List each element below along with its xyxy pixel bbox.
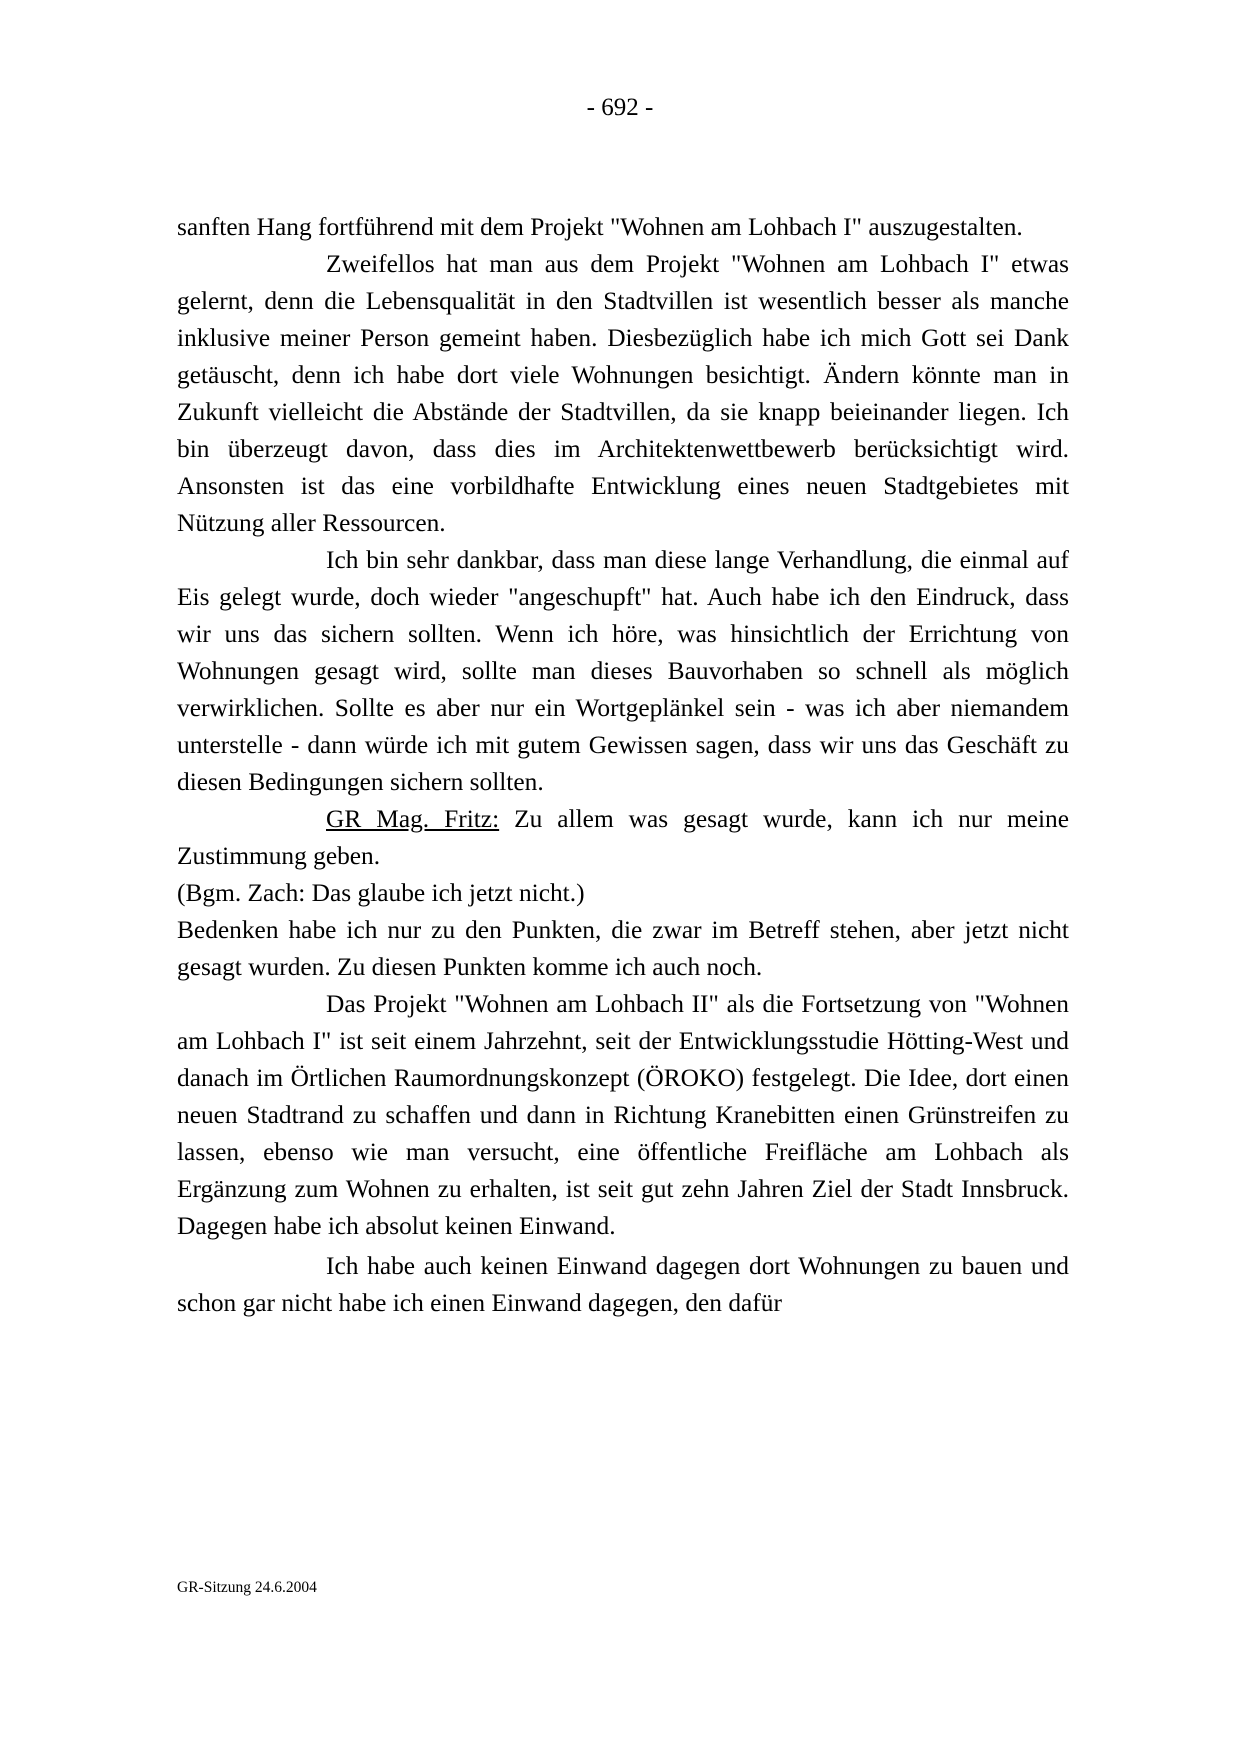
- page-number: - 692 -: [586, 94, 654, 121]
- document-body: [177, 209, 1069, 1322]
- paragraph: Bedenken habe ich nur zu den Punkten, die zwar im Betreff stehen, aber jetzt nicht gesagt wurden. Zu diesen Punkten komme ich auch noch.: [177, 916, 1069, 981]
- paragraph: Ich bin sehr dankbar, dass man diese lange Verhandlung, die einmal auf Eis gelegt wurde, doch wieder "angeschupft" hat. Auch habe ich den Eindruck, dass wir uns das sichern sollten. Wenn ich höre, was hinsichtlich der Errichtung von Wohnungen gesagt wird, sollte man dieses Bauvorhaben so schnell als möglich verwirklichen. Sollte es aber nur ein Wortgeplänkel sein - was ich aber niemandem unterstelle - dann würde ich mit gutem Gewissen sagen, dass wir uns das Geschäft zu diesen Bedingungen sichern sollten.: [177, 546, 1069, 796]
- speaker-paragraph: [177, 801, 1069, 875]
- paragraph: sanften Hang fortführend mit dem Projekt "Wohnen am Lohbach I" auszugestalten.: [177, 213, 1023, 241]
- paragraph: Das Projekt "Wohnen am Lohbach II" als die Fortsetzung von "Wohnen am Lohbach I" ist seit einem Jahrzehnt, seit der Entwicklungsstudie Hötting-West und danach im Örtlichen Raumordnungskonzept (ÖROKO) festgelegt. Die Idee, dort einen neuen Stadtrand zu schaffen und dann in Richtung Kranebitten einen Grünstreifen zu lassen, ebenso wie man versucht, eine öffentliche Freifläche am Lohbach als Ergänzung zum Wohnen zu erhalten, ist seit gut zehn Jahren Ziel der Stadt Innsbruck. Dagegen habe ich absolut keinen Einwand.: [177, 990, 1069, 1240]
- speaker-name: GR Mag. Fritz:: [326, 805, 500, 833]
- paragraph: Ich habe auch keinen Einwand dagegen dort Wohnungen zu bauen und schon gar nicht habe ich einen Einwand dagegen, den dafür: [177, 1252, 1069, 1317]
- paragraph: Zweifellos hat man aus dem Projekt "Wohnen am Lohbach I" etwas gelernt, denn die Lebensqualität in den Stadtvillen ist wesentlich besser als manche inklusive meiner Person gemeint haben. Diesbezüglich habe ich mich Gott sei Dank getäuscht, denn ich habe dort viele Wohnungen besichtigt. Ändern könnte man in Zukunft vielleicht die Abstände der Stadtvillen, da sie knapp beieinander liegen. Ich bin überzeugt davon, dass dies im Architektenwettbewerb berücksichtigt wird. Ansonsten ist das eine vorbildhafte Entwicklung eines neuen Stadtgebietes mit Nützung aller Ressourcen.: [177, 250, 1069, 537]
- footer-session-date: GR-Sitzung 24.6.2004: [177, 1579, 317, 1596]
- interjection: (Bgm. Zach: Das glaube ich jetzt nicht.): [177, 879, 585, 907]
- speaker-statement: Zu allem was gesagt wurde, kann ich nur meine Zustimmung geben.: [177, 805, 1069, 870]
